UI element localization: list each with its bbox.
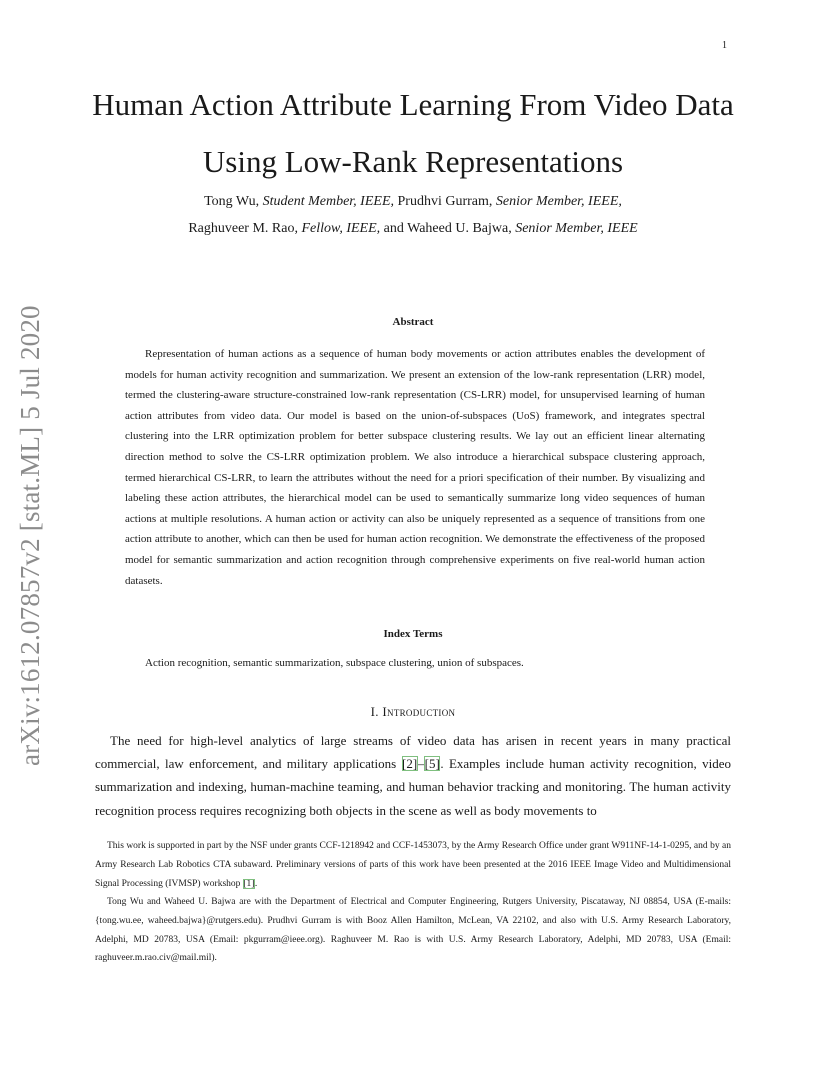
affiliation-footnote: Tong Wu and Waheed U. Bajwa are with the Department of Electrical and Computer Engineering, Rutgers University, Piscataway, NJ 08854, USA (E-mails: {tong.wu.ee, waheed.bajwa}@rutgers.edu). Prudhvi Gurram is with Booz Allen Hamilton, McLean, VA 22102, and also with U.S. Army Research Laboratory, Adelphi, MD 20783, USA (Email: pkgurram@ieee.org). Raghuveer M. Rao is with U.S. Army Research Laboratory, Adelphi, MD 20783, USA (Email: raghuveer.m.rao.civ@mail.mil). <box>95 897 731 964</box>
author-name: Tong Wu, <box>204 194 263 209</box>
introduction-text: . Examples include human activity recognition, video summarization and indexing, human-machine teaming, and human behavior tracking and monitoring. The human activity recognition process requires recognizing both objects in the scene as well as body movements to <box>95 756 731 818</box>
citation-link[interactable]: [1] <box>243 878 255 889</box>
author-affiliation: Senior Member, IEEE <box>515 221 638 236</box>
footnote-text: This work is supported in part by the NSF under grants CCF-1218942 and CCF-1453073, by the Army Research Office under grant W911NF-14-1-0295, and by an Army Research Lab Robotics CTA subaward. Preliminary versions of parts of this work have been presented at the 2016 IEEE Image Video and Multidimensional Signal Processing (IVMSP) workshop <box>95 841 731 889</box>
index-terms-heading: Index Terms <box>383 628 443 640</box>
page-number: 1 <box>722 40 727 51</box>
author-name: Prudhvi Gurram, <box>394 194 496 209</box>
paper-title: Human Action Attribute Learning From Video Data Using Low-Rank Representations <box>92 87 734 179</box>
author-list <box>110 188 716 242</box>
introduction-paragraph <box>95 729 731 822</box>
author-affiliation: Student Member, IEEE, <box>262 194 395 209</box>
footnote-text: . <box>254 878 258 889</box>
index-terms-text: Action recognition, semantic summarization, subspace clustering, union of subspaces. <box>145 657 524 669</box>
introduction-text: The need for high-level analytics of large streams of video data has arisen in recent years in many practical commercial, law enforcement, and military applications <box>95 733 731 772</box>
citation-link[interactable]: [5] <box>424 756 440 772</box>
author-name: Raghuveer M. Rao, <box>188 221 302 236</box>
arxiv-identifier: arXiv:1612.07857v2 [stat.ML] 5 Jul 2020 <box>15 305 45 766</box>
author-affiliation: Fellow, IEEE, <box>301 221 381 236</box>
author-affiliation: Senior Member, IEEE, <box>495 194 622 209</box>
citation-link[interactable]: [2] <box>402 756 418 772</box>
citation-separator: – <box>417 756 425 772</box>
funding-footnote <box>95 837 731 893</box>
abstract-heading: Abstract <box>392 316 434 328</box>
section-heading-introduction: I. Introduction <box>370 704 456 719</box>
abstract-text: Representation of human actions as a sequence of human body movements or action attributes enables the development of models for human activity recognition and summarization. We present an extension of the low-rank representation (LRR) model, termed the clustering-aware structure-constrained low-rank representation (CS-LRR) model, for unsupervised learning of human action attributes from video data. Our model is based on the union-of-subspaces (UoS) framework, and integrates spectral clustering into the LRR optimization problem for better subspace clustering results. We lay out an efficient linear alternating direction method to solve the CS-LRR optimization problem. We also introduce a hierarchical subspace clustering approach, termed hierarchical CS-LRR, to learn the attributes without the need for a priori specification of their number. By visualizing and labeling these action attributes, the hierarchical model can be used to semantically summarize long video sequences of human actions at multiple resolutions. A human action or activity can also be uniquely represented as a sequence of transitions from one action attribute to another, which can then be used for human action recognition. We demonstrate the effectiveness of the proposed model for semantic summarization and action recognition through comprehensive experiments on five real-world human action datasets. <box>125 348 705 587</box>
author-name: and Waheed U. Bajwa, <box>380 221 516 236</box>
